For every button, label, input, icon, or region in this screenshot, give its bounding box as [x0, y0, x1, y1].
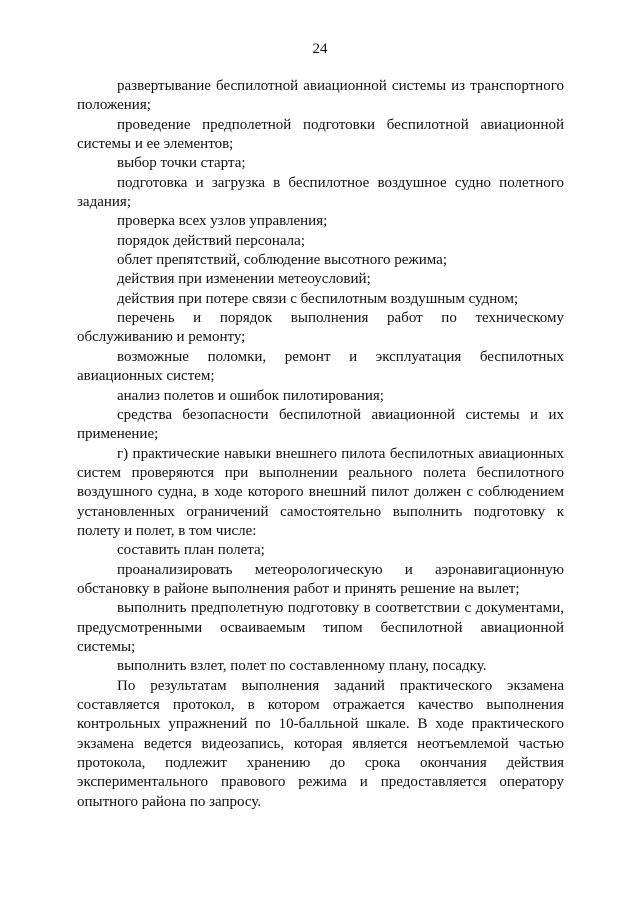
page-number: 24: [312, 41, 328, 57]
paragraph-weather-analysis: проанализировать метеорологическую и аэронавигационную обстановку в районе выполнения работ и принять решение на вылет;: [77, 561, 564, 597]
paragraph-uav-deployment: развертывание беспилотной авиационной системы из транспортного положения;: [77, 78, 564, 114]
paragraph-link-loss: действия при потере связи с беспилотным воздушным судном;: [117, 290, 519, 307]
paragraph-safety-means: средства безопасности беспилотной авиационной системы и их применение;: [77, 406, 564, 443]
paragraph-breakdowns: возможные поломки, ремонт и эксплуатация беспилотных авиационных систем;: [77, 348, 564, 385]
paragraph-control-check: проверка всех узлов управления;: [117, 213, 328, 230]
paragraph-exam-protocol: По результатам выполнения заданий практического экзамена составляется протокол, в котором отражается качество выполнения контрольных упражнений по 10-балльной шкале. В ходе практического экзамена ведется видеозапись, которая является неотъемлемой частью протокола, подлежит хранению до срока окончания действия экспериментального правового режима и предоставляется оператору опытного района по запросу.: [77, 677, 564, 810]
paragraph-obstacle-avoidance: облет препятствий, соблюдение высотного режима;: [117, 252, 447, 269]
paragraph-launch-point: выбор точки старта;: [117, 155, 246, 172]
paragraph-preflight-preparation: проведение предполетной подготовки беспилотной авиационной системы и ее элементов;: [77, 116, 564, 153]
paragraph-maintenance: перечень и порядок выполнения работ по техническому обслуживанию и ремонту;: [77, 310, 564, 346]
paragraph-flight-analysis: анализ полетов и ошибок пилотирования;: [117, 387, 384, 404]
paragraph-practical-skills: г) практические навыки внешнего пилота беспилотных авиационных систем проверяются при выполнении реального полета беспилотного воздушного судна, в ходе которого внешний пилот должен с соблюдением установленных ограничений самостоятельно выполнить подготовку к полету и полет, в том числе:: [77, 445, 564, 539]
paragraph-weather-change: действия при изменении метеоусловий;: [117, 271, 371, 288]
paragraph-flight-plan: составить план полета;: [117, 542, 265, 559]
paragraph-preflight-docs: выполнить предполетную подготовку в соответствии с документами, предусмотренными осваиваемым типом беспилотной авиационной системы;: [77, 600, 564, 655]
paragraph-flight-task-loading: подготовка и загрузка в беспилотное воздушное судно полетного задания;: [77, 174, 564, 211]
paragraph-personnel-procedure: порядок действий персонала;: [117, 232, 305, 249]
document-body: [77, 77, 564, 812]
paragraph-takeoff-landing: выполнить взлет, полет по составленному плану, посадку.: [117, 658, 487, 675]
